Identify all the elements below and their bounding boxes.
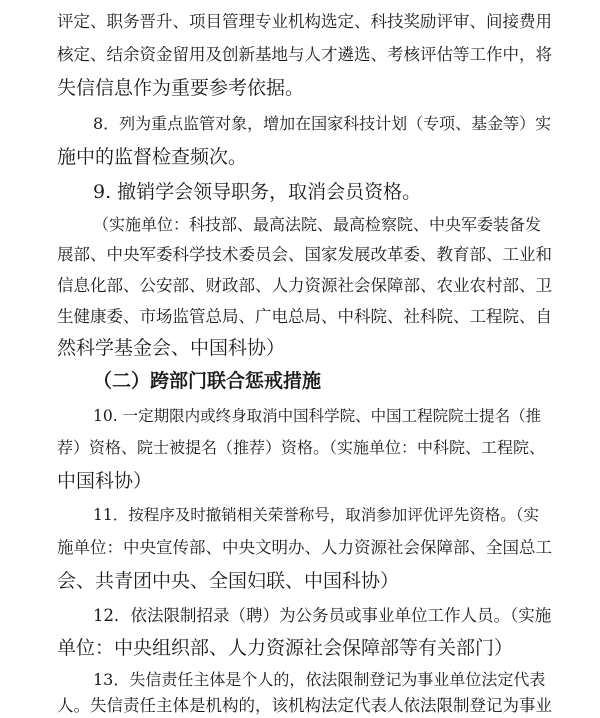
- text-line-13: 10. 一定期限内或终身取消中国科学院、中国工程院院士提名（推: [93, 407, 542, 425]
- text-line-19: 12．依法限制招录（聘）为公务员或事业单位工作人员。（实施: [93, 606, 552, 625]
- section-heading: （二）跨部门联合惩戒措施: [93, 370, 322, 392]
- text-line-18: 会、共青团中央、全国妇联、中国科协）: [57, 570, 400, 592]
- text-line-10: 生健康委、市场监管总局、广电总局、中科院、社科院、工程院、自: [57, 307, 552, 326]
- text-line-3: 失信信息作为重要参考依据。: [57, 77, 305, 99]
- text-line-21: 13．失信责任主体是个人的，依法限制登记为事业单位法定代表: [93, 670, 546, 689]
- text-line-11: 然科学基金会、中国科协）: [57, 337, 286, 359]
- text-line-6: 9. 撤销学会领导职务，取消会员资格。: [93, 181, 422, 203]
- text-line-15: 中国科协）: [57, 470, 153, 492]
- text-line-8: 展部、中央军委科学技术委员会、国家发展改革委、教育部、工业和: [57, 245, 552, 264]
- text-line-1: 评定、职务晋升、项目管理专业机构选定、科技奖励评审、间接费用: [57, 12, 552, 31]
- text-line-16: 11．按程序及时撤销相关荣誉称号，取消参加评优评先资格。（实: [93, 506, 539, 524]
- text-line-17: 施单位：中央宣传部、中央文明办、人力资源社会保障部、全国总工: [57, 538, 552, 557]
- text-line-2: 核定、结余资金留用及创新基地与人才遴选、考核评估等工作中，将: [57, 45, 552, 64]
- text-line-4: 8．列为重点监管对象，增加在国家科技计划（专项、基金等）实: [93, 114, 552, 133]
- text-line-14: 荐）资格、院士被提名（推荐）资格。（实施单位：中科院、工程院、: [57, 438, 546, 457]
- text-line-22: 人。失信责任主体是机构的，该机构法定代表人依法限制登记为事业: [57, 696, 552, 715]
- text-line-9: 信息化部、公安部、财政部、人力资源社会保障部、农业农村部、卫: [57, 276, 552, 295]
- text-line-7: （实施单位：科技部、最高法院、最高检察院、中央军委装备发: [93, 215, 542, 234]
- text-line-20: 单位：中央组织部、人力资源社会保障部等有关部门）: [57, 637, 514, 659]
- text-line-5: 施中的监督检查频次。: [57, 146, 248, 168]
